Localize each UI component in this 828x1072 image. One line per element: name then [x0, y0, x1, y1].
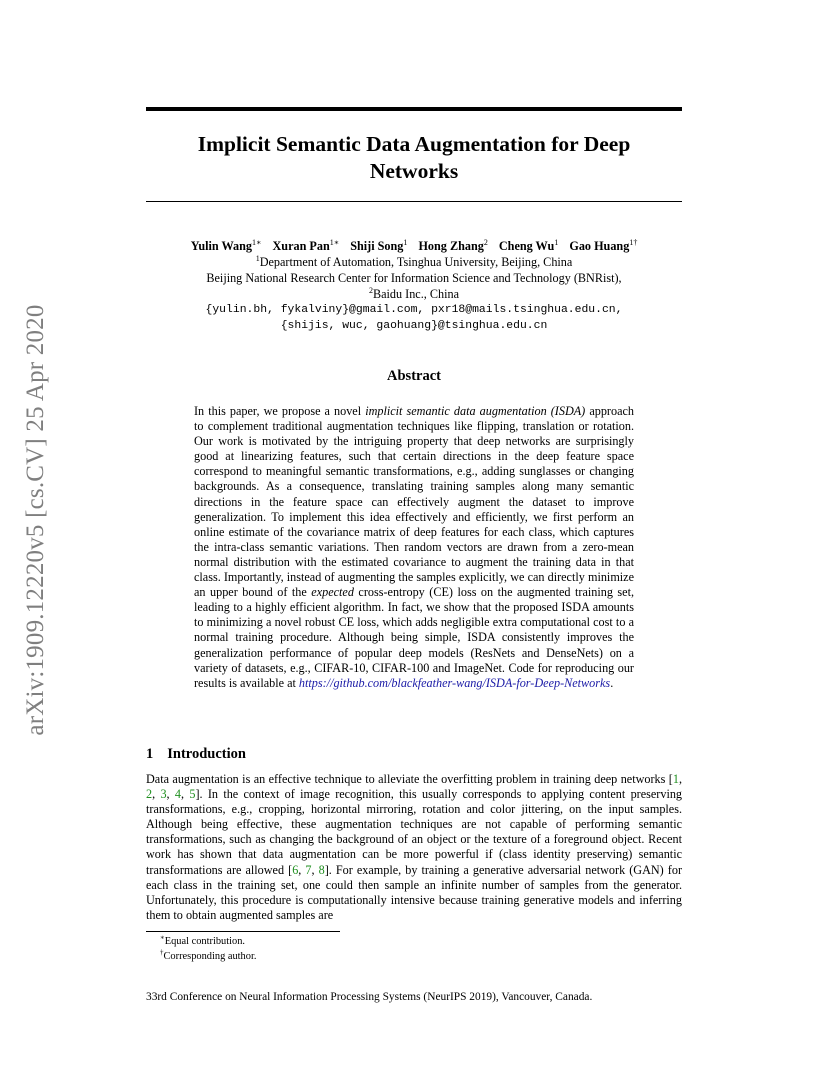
footnote-equal-contribution: ∗Equal contribution.: [160, 933, 245, 947]
affiliation-1: $^1$Department of Automation, Tsinghua University, Beijing, China: [255, 253, 573, 269]
citation-link[interactable]: 8: [318, 862, 325, 877]
citation-link[interactable]: 5: [189, 787, 196, 802]
conference-note: 33rd Conference on Neural Information Processing Systems (NeurIPS 2019), Vancouver, Canada.: [146, 991, 593, 1003]
abstract-text: In this paper, we propose a novel implicit semantic data augmentation (ISDA) approach to complement traditional augmentation techniques like flipping, translation or rotation. Our work is motivated by the intriguing property that deep networks are surprisingly good at linearizing features, such that certain directions in the deep feature space correspond to meaningful semantic transformations, e.g., adding sunglasses or changing backgrounds. As a consequence, translating training samples along many semantic directions in the feature space can effectively augment the dataset to improve generalization. To implement this idea effectively and efficiently, we first perform an online estimate of the covariance matrix of deep features for each class, which captures the intra-class semantic variations. Then random vectors are drawn from a zero-mean normal distribution with the estimated covariance to augment the training data in that class. Importantly, instead of augmenting the samples explicitly, we can directly minimize an upper bound of the expected cross-entropy (CE) loss on the augmented training set, leading to a highly efficient algorithm. In fact, we show that the proposed ISDA amounts to minimizing a novel robust CE loss, which adds negligible extra computational cost to a normal training procedure. Although being simple, ISDA consistently improves the generalization performance of popular deep models (ResNets and DenseNets) on a variety of datasets, e.g., CIFAR-10, CIFAR-100 and ImageNet. Code for reproducing our results is available at https://github.com/blackfeather-wang/ISDA-for-Deep-Networks.: [194, 404, 634, 690]
affiliation-2: $^2$Baidu Inc., China: [369, 285, 459, 301]
abstract-heading: Abstract: [387, 368, 441, 384]
author-block: [146, 238, 682, 334]
title-line-2: Networks: [369, 159, 459, 183]
code-link[interactable]: https://github.com/blackfeather-wang/ISDA-for-Deep-Networks: [298, 675, 611, 690]
author: Xuran Pan$^{1∗}$: [272, 237, 340, 253]
arxiv-identifier-text: arXiv:1909.12220v5 [cs.CV] 25 Apr 2020: [22, 304, 49, 736]
citation-link[interactable]: 6: [292, 862, 299, 877]
citation-link[interactable]: 7: [305, 862, 312, 877]
footnote-rule: [146, 931, 340, 932]
author: Hong Zhang$^2$: [418, 237, 488, 253]
author-list: [146, 238, 682, 254]
paper-title: [146, 131, 682, 185]
email-line-2: {shijis, wuc, gaohuang}@tsinghua.edu.cn: [280, 320, 548, 332]
section-number: 1: [146, 746, 154, 762]
footnotes: [160, 934, 256, 964]
email-line-1: {yulin.bh, fykalviny}@gmail.com, pxr18@mails.tsinghua.edu.cn,: [205, 304, 623, 316]
author: Gao Huang$^{1\dagger}$: [569, 237, 638, 253]
title-line-1: Implicit Semantic Data Augmentation for Deep: [197, 132, 631, 156]
citation-link[interactable]: 2: [146, 787, 153, 802]
author: Cheng Wu$^1$: [498, 237, 559, 253]
introduction-text: Data augmentation is an effective technique to alleviate the overfitting problem in training deep networks [1, 2, 3, 4, 5]. In the context of image recognition, this usually corresponds to applying content preserving transformations, e.g., cropping, horizontal mirroring, rotation and color jittering, on the input samples. Although being effective, these augmentation techniques are not capable of performing semantic transformations, such as changing the background of an object or the texture of a foreground object. Recent work has shown that data augmentation can be more powerful if (class identity preserving) semantic transformations are allowed [6, 7, 8]. For example, by training a generative adversarial network (GAN) for each class in the training set, one could then sample an infinite number of samples from the generator. Unfortunately, this procedure is computationally intensive because training generative models and inferring them to obtain augmented samples are: [146, 772, 683, 922]
title-bottom-rule: [146, 201, 682, 202]
author: Yulin Wang$^{1∗}$: [190, 237, 262, 253]
citation-link[interactable]: 1: [672, 772, 679, 786]
citation-link[interactable]: 3: [160, 787, 167, 802]
author: Shiji Song$^1$: [350, 237, 408, 253]
citation-link[interactable]: 4: [174, 787, 181, 802]
section-title: Introduction: [167, 746, 246, 762]
footnote-corresponding-author: †Corresponding author.: [160, 948, 257, 962]
title-top-rule: [146, 107, 682, 111]
section-heading-introduction: [146, 746, 246, 763]
affiliation-1b: Beijing National Research Center for Information Science and Technology (BNRist),: [206, 271, 622, 285]
